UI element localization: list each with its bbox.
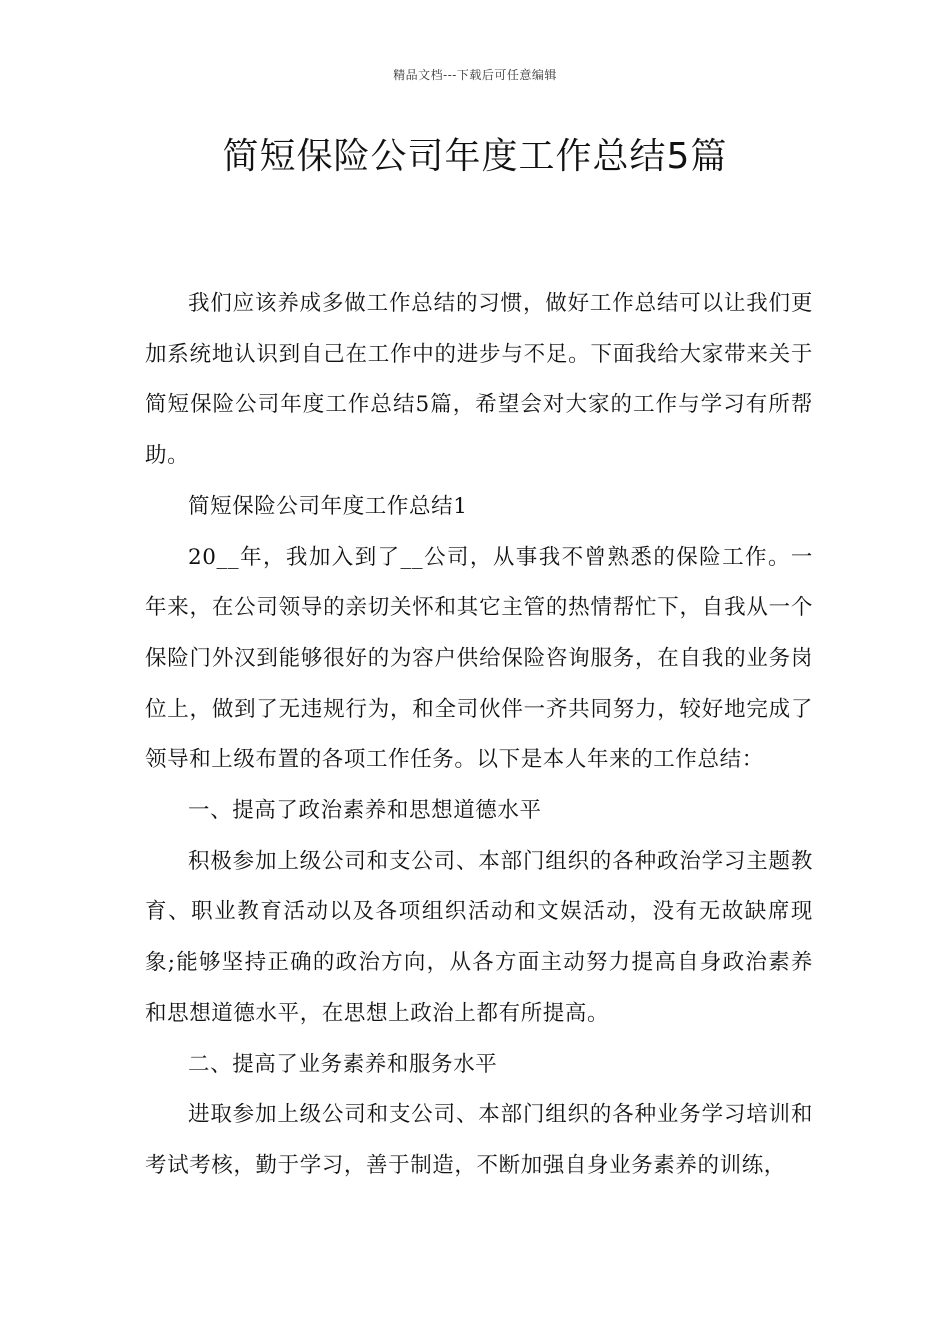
header-note: 精品文档---下载后可任意编辑 bbox=[393, 68, 557, 82]
body-paragraph: 进取参加上级公司和支公司、本部门组织的各种业务学习培训和考试考核，勤于学习，善于制造，不断加强自身业务素养的训练， bbox=[145, 1102, 813, 1178]
intro-paragraph: 我们应该养成多做工作总结的习惯，做好工作总结可以让我们更加系统地认识到自己在工作中的进步与不足。下面我给大家带来关于简短保险公司年度工作总结5篇，希望会对大家的工作与学习有所帮助。 bbox=[145, 291, 813, 469]
subheading-political: 一、提高了政治素养和思想道德水平 bbox=[188, 798, 542, 824]
subheading-business: 二、提高了业务素养和服务水平 bbox=[188, 1051, 498, 1077]
body-paragraph: 积极参加上级公司和支公司、本部门组织的各种政治学习主题教育、职业教育活动以及各项组织活动和文娱活动，没有无故缺席现象;能够坚持正确的政治方向，从各方面主动努力提高自身政治素养和思想道德水平，在思想上政治上都有所提高。 bbox=[145, 848, 813, 1026]
document-body bbox=[145, 279, 813, 1192]
body-paragraph: 20__年，我加入到了__公司，从事我不曾熟悉的保险工作。一年来，在公司领导的亲切关怀和其它主管的热情帮忙下，自我从一个保险门外汉到能够很好的为容户供给保险咨询服务，在自我的业务岗位上，做到了无违规行为，和全司伙伴一齐共同努力，较好地完成了领导和上级布置的各项工作任务。以下是本人年来的工作总结： bbox=[145, 544, 813, 773]
section-heading-1: 简短保险公司年度工作总结1 bbox=[188, 493, 468, 519]
document-title: 简短保险公司年度工作总结5篇 bbox=[222, 136, 728, 177]
